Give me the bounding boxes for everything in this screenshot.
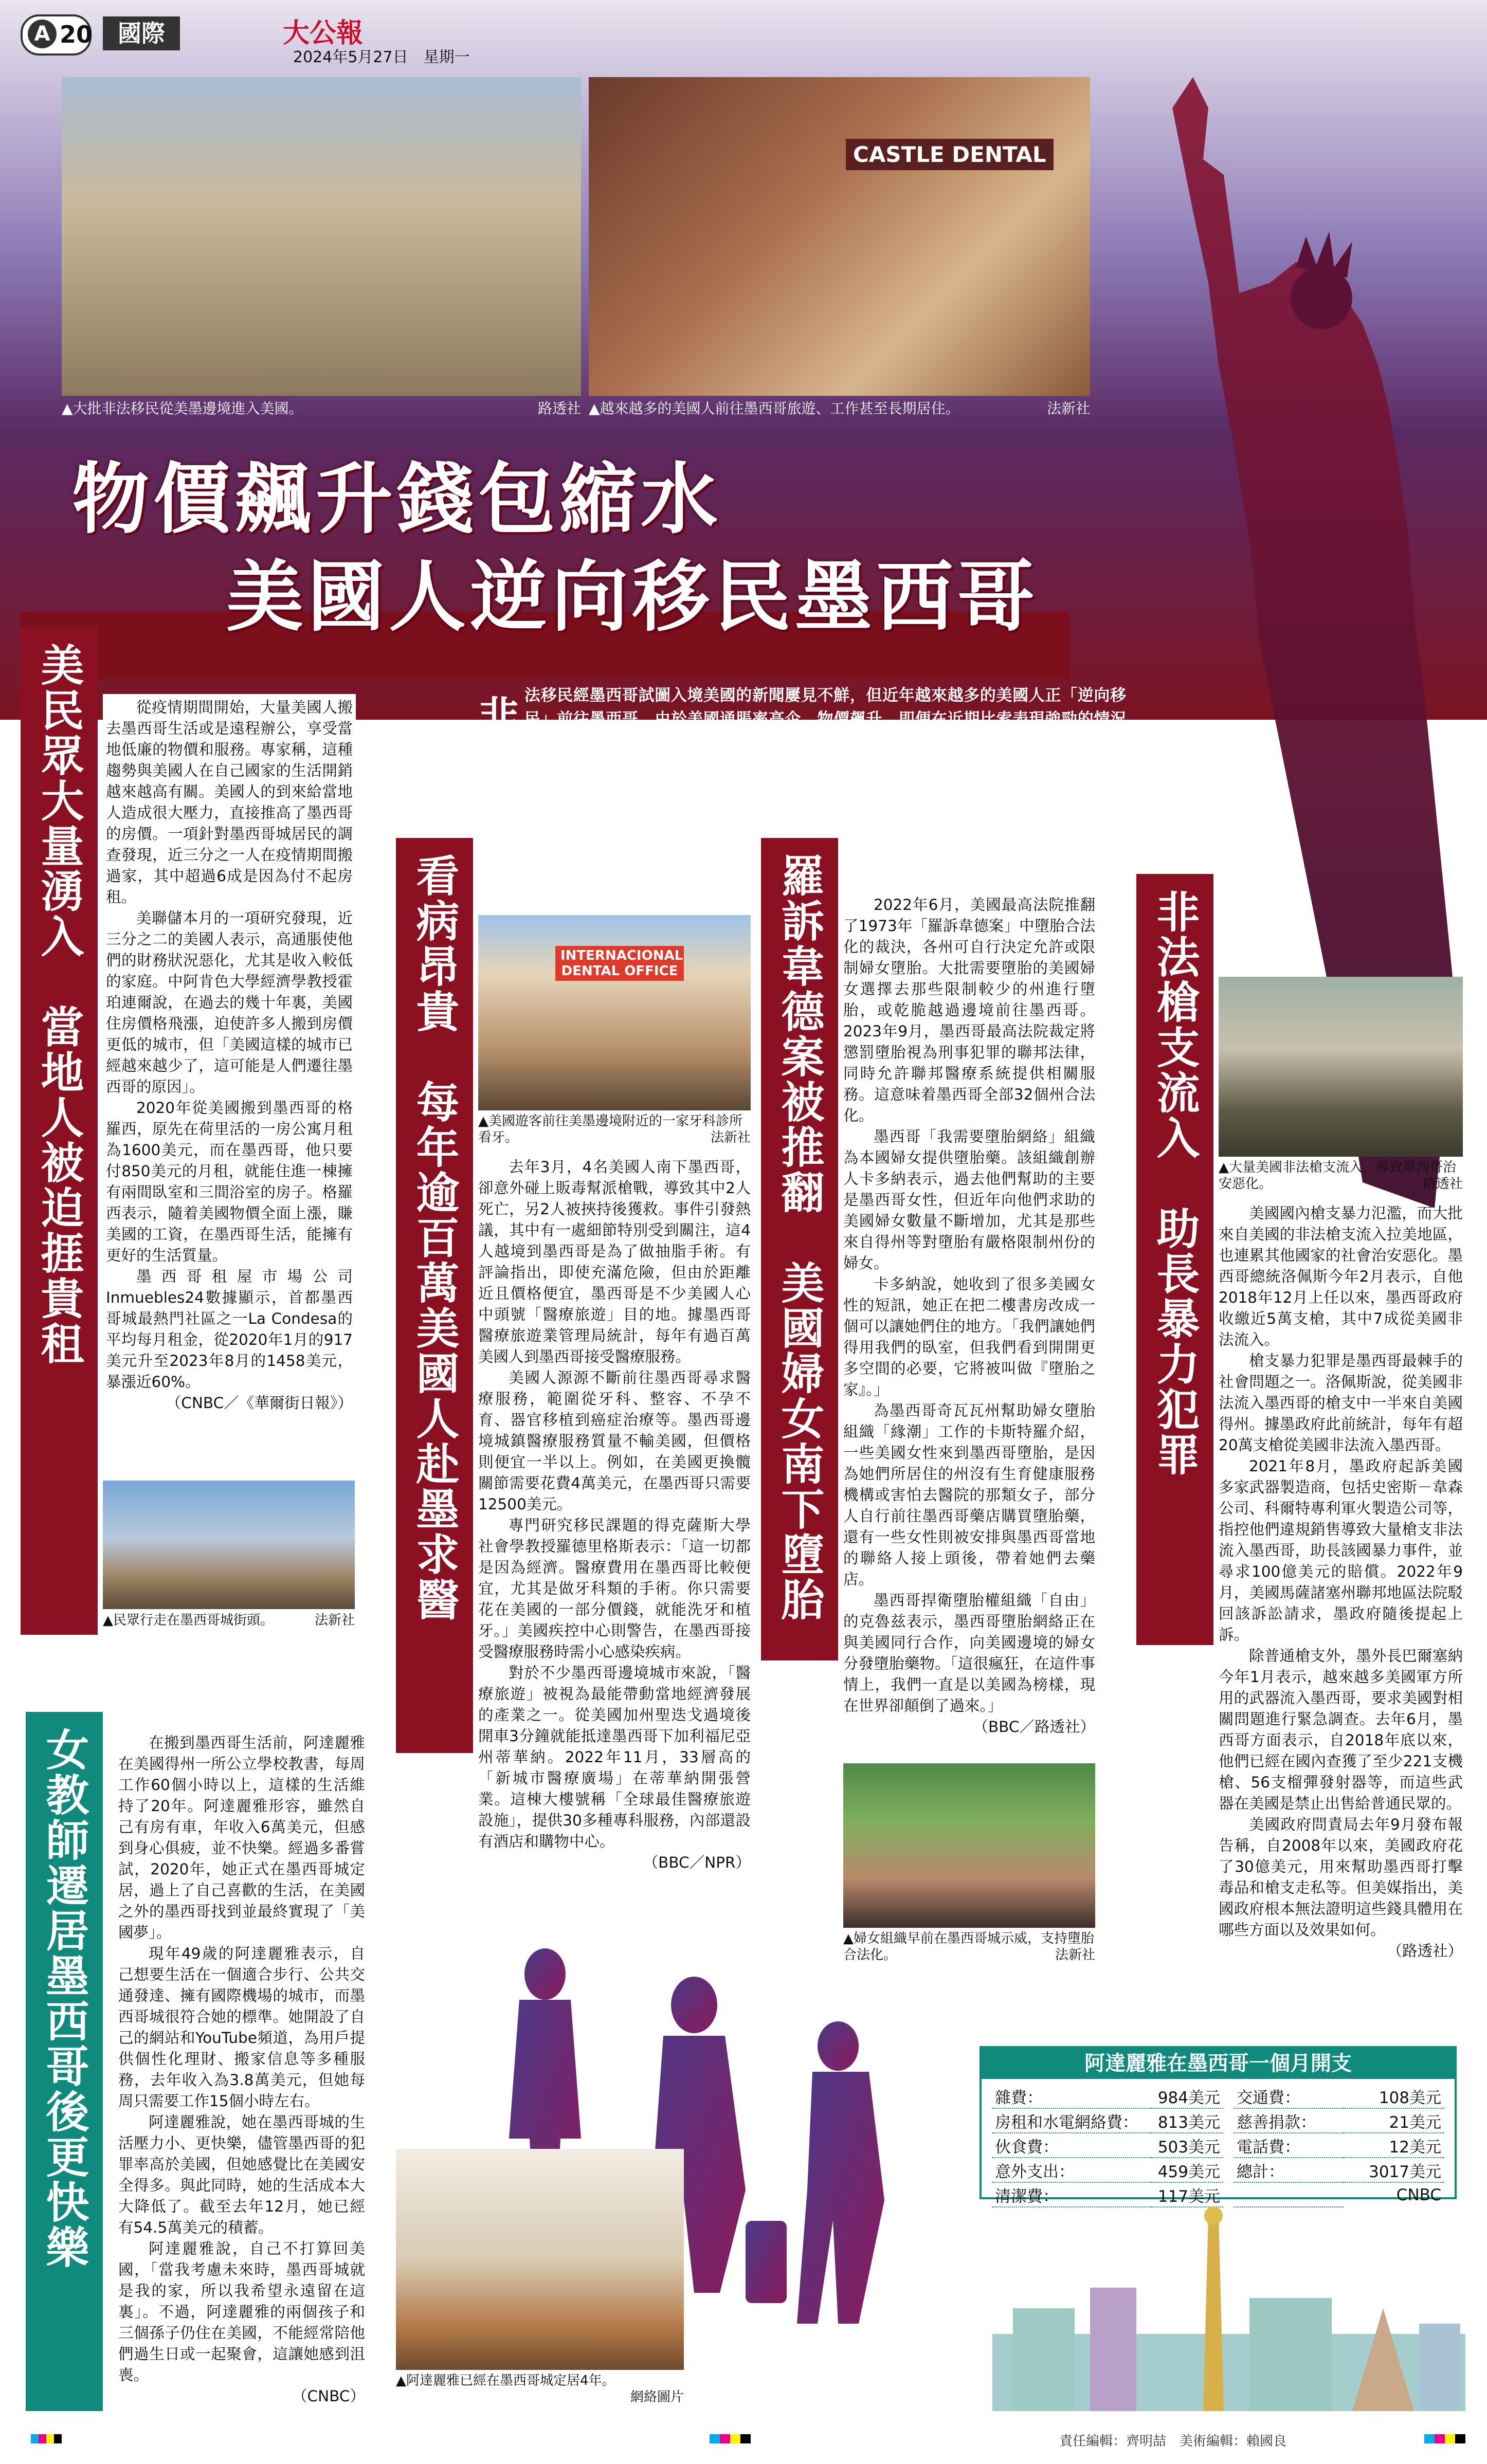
- medical-heading: 看病昂貴 每年逾百萬美國人赴墨求醫: [409, 853, 460, 1622]
- cost-value: 984美元: [1151, 2084, 1223, 2108]
- guns-heading: 非法槍支流入 助長暴力犯罪: [1150, 889, 1201, 1477]
- cost-table-right: [1234, 2084, 1444, 2207]
- caption-source: 法新社: [1055, 1947, 1095, 1963]
- rent-paragraph: 從疫情期間開始，大量美國人搬去墨西哥生活或是遠程辦公，享受當地低廉的物價和服務。專家稱，這種趨勢與美國人在自己國家的生活開銷越來越高有關。美國人的到來給當地人造成很大壓力，直接推高了墨西哥的房價。一項針對墨西哥城居民的調查發現，近三分之一人在疫情期間搬過家，其中超過6成是因為付不起房租。: [106, 699, 353, 906]
- cost-label: 總計：: [1234, 2158, 1344, 2182]
- caption-source: 法新社: [314, 1613, 355, 1628]
- lead-text: 法移民經墨西哥試圖入境美國的新聞屢見不鮮，但近年越來越多的美國人正「逆向移民」前往墨西哥。由於美國通脹率高企、物價飆升，即便在近期比索表現強勁的情況下，還是有許多美國人選擇舉家搬遷到墨西哥，以節省生活成本。據美國國務院統計，截至2022年，居住在墨西哥的美國籍人士多達約160萬。但對於墨西哥民眾來說，大批美國人的湧入，變相推高了當地的物價和房租，引發強烈不滿，不少當地人要求「停止對墨西哥的殖民」。: [524, 686, 1126, 823]
- color-register-center: [710, 2434, 751, 2443]
- table-row: [992, 2182, 1223, 2207]
- rent-paragraph: 2020年從美國搬到墨西哥的格羅西，原先在荷里活的一房公寓月租為1600美元，而在墨西哥，他只要付850美元的月租，就能住進一棟擁有兩間臥室和三間浴室的房子。格羅西表示，隨着美國物價全面上漲，賺美國的工資，在墨西哥生活，能擁有更好的生活質量。: [106, 1099, 353, 1264]
- caption-text: ▲美國遊客前往美墨邊境附近的一家牙科診所看牙。: [478, 1114, 742, 1145]
- medical-paragraph: 對於不少墨西哥邊境城市來說，「醫療旅遊」被視為最能帶動當地經濟發展的產業之一。從美國加州聖迭戈過境後開車3分鐘就能抵達墨西哥下加利福尼亞州蒂華納。2022年11月，33層高的「新城市醫療廣場」在蒂華納開張營業。這棟大樓號稱「全球最佳醫療旅遊設施」，提供30多種專科服務，內部還設有酒店和購物中心。: [478, 1664, 751, 1850]
- cost-label: 意外支出：: [992, 2158, 1151, 2182]
- caption-source: 路透社: [1422, 1176, 1463, 1192]
- caption-migrants-border: [62, 400, 581, 417]
- cost-value: 108美元: [1344, 2084, 1444, 2108]
- guns-paragraph: 槍支暴力犯罪是墨西哥最棘手的社會問題之一。洛佩斯說，從美國非法流入墨西哥的槍支中一半來自美國得州。據墨政府此前統計，每年有超20萬支槍從美國非法流入墨西哥。: [1219, 1352, 1463, 1454]
- caption-guns: [1219, 1159, 1463, 1192]
- teacher-paragraph: 現年49歲的阿達麗雅表示，自己想要生活在一個適合步行、公共交通發達、擁有國際機場的城市，而墨西哥城很符合她的標準。她開設了自己的網站和YouTube頻道，為用戶提供個性化理財、搬家信息等多種服務，去年收入為3.8萬美元，但她每周只需要工作15個小時左右。: [118, 1945, 365, 2110]
- abortion-paragraph: 為墨西哥奇瓦瓦州幫助婦女墮胎組織「緣潮」工作的卡斯特羅介紹，一些美國女性來到墨西哥墮胎，是因為她們所居住的州沒有生育健康服務機構或害怕去醫院的那類女子，部分人自行前往墨西哥藥店購買墮胎藥，還有一些女性則被安排與墨西哥當地的聯絡人接上頭後，帶着她們去藥店。: [843, 1402, 1095, 1588]
- photo-protest: [843, 1763, 1095, 1928]
- table-row: [992, 2133, 1223, 2158]
- mexico-city-skyline-illustration: [992, 2205, 1465, 2411]
- rent-article: [103, 694, 356, 1417]
- rent-paragraph: 美聯儲本月的一項研究發現，近三分之二的美國人表示，高通脹使他們的財務狀況惡化，尤其是收入較低的家庭。中阿肯色大學經濟學教授霍珀連爾說，在過去的幾十年裏，美國住房價格飛漲，迫使許多人搬到房價更低的城市，但「美國這樣的城市已經越來越少了，這可能是人們遷往墨西哥的原因」。: [106, 909, 353, 1096]
- page-number: 20: [60, 21, 93, 48]
- section-letter: A: [28, 20, 57, 48]
- table-row: [1234, 2084, 1444, 2108]
- photo-dental-office: [478, 915, 751, 1110]
- rent-paragraph: 墨西哥租屋市場公司Inmuebles24數據顯示，首都墨西哥城最熱門社區之一La Condesa的平均每月租金，從2020年1月的917美元升至2023年8月的1458美元，暴漲近60%。: [106, 1268, 353, 1391]
- cost-label: 清潔費：: [992, 2182, 1151, 2207]
- teacher-paragraph: 阿達麗雅說，她在墨西哥城的生活壓力小、更快樂，儘管墨西哥的犯罪率高於美國，但她感覺比在美國安全得多。與此同時，她的生活成本大大降低了。截至去年12月，她已經有54.5萬美元的積蓄。: [118, 2113, 365, 2236]
- cost-value: 12美元: [1344, 2133, 1444, 2158]
- abortion-article: [843, 895, 1095, 1738]
- guns-paragraph: 美國國內槍支暴力氾濫，而大批來自美國的非法槍支流入拉美地區，也連累其他國家的社會治安惡化。墨西哥總統洛佩斯今年2月表示，自他2018年12月上任以來，墨西哥政府收繳近5萬支槍，其中7成從美國非法流入。: [1219, 1204, 1463, 1348]
- paper-logo: 大公報: [283, 17, 364, 49]
- abortion-paragraph: 墨西哥「我需要墮胎網絡」組織為本國婦女提供墮胎藥。該組織創辦人卡多納表示，過去他們幫助的主要是墨西哥女性，但近年向他們求助的美國婦女數量不斷增加，尤其是那些來自得州等對墮胎有嚴格限制州份的婦女。: [843, 1128, 1095, 1272]
- caption-text: ▲民眾行走在墨西哥城街頭。: [103, 1613, 274, 1628]
- photo-street: [103, 1481, 355, 1609]
- cost-label: 電話費：: [1234, 2133, 1344, 2158]
- lead-drop-cap: 非: [478, 692, 519, 741]
- photo-teacher: [396, 2149, 684, 2370]
- abortion-paragraph: 卡多納說，她收到了很多美國女性的短訊，她正在把二樓書房改成一個可以讓她們住的地方。「我們讓她們得用我們的臥室，但我們看到開開更多空間的必要，它將被叫做『墮胎之家』。」: [843, 1275, 1095, 1398]
- teacher-source: （CNBC）: [292, 2387, 365, 2405]
- table-row: [1234, 2108, 1444, 2133]
- cost-table-title: 阿達麗雅在墨西哥一個月開支: [982, 2048, 1455, 2079]
- caption-text: ▲大量美國非法槍支流入，導致墨西哥治安惡化。: [1219, 1160, 1456, 1192]
- guns-source: （路透社）: [1387, 1942, 1463, 1960]
- teacher-paragraph: 在搬到墨西哥生活前，阿達麗雅在美國得州一所公立學校教書，每周工作60個小時以上，這樣的生活維持了20年。阿達麗雅形容，雖然自己有房有車，年收入6萬美元，但感到身心俱疲，並不快樂。經過多番嘗試，2020年，她正式在墨西哥城定居，過上了自己喜歡的生活，在美國之外的墨西哥找到並最終實現了「美國夢」。: [118, 1734, 365, 1941]
- cost-value: 503美元: [1151, 2133, 1223, 2158]
- cost-value: 3017美元: [1344, 2158, 1444, 2182]
- abortion-heading: 羅訴韋德案被推翻 美國婦女南下墮胎: [774, 853, 825, 1622]
- caption-teacher: [396, 2372, 684, 2405]
- photo-migrants-border: [62, 77, 581, 396]
- color-register-right: [1424, 2434, 1465, 2443]
- abortion-paragraph: 墨西哥捍衛墮胎權組織「自由」的克魯兹表示，墨西哥墮胎網絡正在與美國同行合作，向美國邊境的婦女分發墮胎藥物。「這很瘋狂，在這件事情上，我們一直是以美國為榜樣，現在世界卻顛倒了過來。」: [843, 1592, 1095, 1714]
- caption-mexico-travel: [589, 400, 1090, 417]
- rent-heading: 美民眾大量湧入 當地人被迫捱貴租: [34, 643, 85, 1366]
- issue-date: 2024年5月27日 星期一: [293, 48, 470, 66]
- cost-table-source: CNBC: [1396, 2185, 1441, 2204]
- abortion-source: （BBC／路透社）: [973, 1718, 1095, 1736]
- cost-label: 雜費：: [992, 2084, 1151, 2108]
- cost-label: 慈善捐款：: [1234, 2108, 1344, 2133]
- footer-editors: 責任編輯：齊明喆 美術編輯：賴國良: [1059, 2434, 1287, 2449]
- rent-source: （CNBC／《華爾街日報》）: [166, 1394, 353, 1412]
- medical-paragraph: 美國人源源不斷前往墨西哥尋求醫療服務，範圍從牙科、整容、不孕不育、器官移植到癌症治療等。墨西哥邊境城鎮醫療服務質量不輸美國，但價格則便宜一半以上。例如，在美國更換髖關節需要花費4萬美元，在墨西哥只需要12500美元。: [478, 1369, 751, 1513]
- cost-value: 117美元: [1151, 2182, 1223, 2207]
- table-row: [1234, 2182, 1444, 2207]
- page-header: [21, 9, 1466, 66]
- caption-text: ▲婦女組織早前在墨西哥城示威，支持墮胎合法化。: [843, 1931, 1094, 1963]
- cost-value: 21美元: [1344, 2108, 1444, 2133]
- cost-value: 813美元: [1151, 2108, 1223, 2133]
- caption-source: 網絡圖片: [630, 2389, 684, 2405]
- page-badge: [21, 14, 92, 56]
- castle-dental-sign: CASTLE DENTAL: [846, 139, 1054, 170]
- cost-value: 459美元: [1151, 2158, 1223, 2182]
- table-row: [1234, 2133, 1444, 2158]
- caption-dental-office: [478, 1113, 751, 1146]
- guns-paragraph: 2021年8月，墨政府起訴美國多家武器製造商，包括史密斯－韋森公司、科爾特專利軍火製造公司等，指控他們違規銷售導致大量槍支非法流入墨西哥，助長該國暴力事件，並尋求100億美元的賠償。2022年9月，美國馬薩諸塞州聯邦地區法院駁回該訴訟請求，墨政府隨後提起上訴。: [1219, 1457, 1463, 1644]
- color-register-left: [31, 2434, 62, 2443]
- teacher-article: [118, 1732, 365, 2407]
- medical-article: [478, 1157, 751, 1873]
- dental-office-sign: INTERNACIONAL DENTAL OFFICE: [555, 946, 684, 981]
- medical-source: （BBC／NPR）: [643, 1854, 751, 1871]
- caption-text: ▲阿達麗雅已經在墨西哥城定居4年。: [396, 2373, 615, 2388]
- headline-line2: 美國人逆向移民墨西哥: [226, 553, 1039, 642]
- table-row: [1234, 2158, 1444, 2182]
- cost-label: 房租和水電網絡費：: [992, 2108, 1151, 2133]
- guns-paragraph: 除普通槍支外，墨外長巴爾塞納今年1月表示，越來越多美國軍方所用的武器流入墨西哥，要求美國對相關問題進行緊急調查。去年6月，墨西哥方面表示，自2018年底以來，他們已經在國內查獲了至少221支機槍、56支榴彈發射器等，而這些武器在美國是禁止出售給普通民眾的。: [1219, 1647, 1463, 1812]
- medical-paragraph: 去年3月，4名美國人南下墨西哥，卻意外碰上販毒幫派槍戰，導致其中2人死亡，另2人被挾持後獲救。事件引發熱議，其中有一處細節特別受到關注，這4人越境到墨西哥是為了做抽脂手術。有評論指出，即使充滿危險，但由於距離近且價格便宜，墨西哥是不少美國人心中頭號「醫療旅遊」目的地。據墨西哥醫療旅遊業管理局統計，每年有過百萬美國人到墨西哥接受醫療服務。: [478, 1158, 751, 1365]
- photo-guns: [1219, 977, 1463, 1157]
- guns-article: [1219, 1203, 1463, 1962]
- teacher-paragraph: 阿達麗雅說，自己不打算回美國，「當我考慮未來時，墨西哥城就是我的家，所以我希望永遠留在這裏」。不過，阿達麗雅的兩個孩子和三個孫子仍住在美國，不能經常陪他們過生日或一起聚會，這讓她感到沮喪。: [118, 2240, 365, 2384]
- table-row: [992, 2108, 1223, 2133]
- section-name: 國際: [103, 16, 180, 50]
- caption-text: ▲大批非法移民從美墨邊境進入美國。: [62, 400, 303, 417]
- photo-mexico-travel: [589, 77, 1090, 396]
- caption-street: [103, 1612, 355, 1629]
- medical-paragraph: 專門研究移民課題的得克薩斯大學社會學教授羅德里格斯表示：「這一切都是因為經濟。醫療費用在墨西哥比較便宜，尤其是做牙科類的手術。你只需要花在美國的一部分價錢，就能洗牙和植牙。」美國疾控中心則警告，在墨西哥接受醫療服務時需小心感染疾病。: [478, 1517, 751, 1660]
- headline-line1: 物價飆升錢包縮水: [72, 455, 722, 544]
- caption-source: 法新社: [1046, 400, 1090, 417]
- abortion-paragraph: 2022年6月，美國最高法院推翻了1973年「羅訴韋德案」中墮胎合法化的裁決，各州可自行決定允許或限制婦女墮胎。大批需要墮胎的美國婦女選擇去那些限制較少的州進行墮胎，或乾脆越過邊境前往墨西哥。2023年9月，墨西哥最高法院裁定將懲罰墮胎視為刑事犯罪的聯邦法律，同時允許聯邦醫療系統提供相關服務。這意味着墨西哥全部32個州合法化。: [843, 896, 1095, 1124]
- guns-paragraph: 美國政府問責局去年9月發布報告稱，自2008年以來，美國政府花了30億美元，用來幫助墨西哥打擊毒品和槍支走私等。但美媒指出，美國政府根本無法證明這些錢具體用在哪些方面以及效果如何。: [1219, 1816, 1463, 1939]
- cost-label: 交通費：: [1234, 2084, 1344, 2108]
- table-row: [992, 2084, 1223, 2108]
- caption-source: 路透社: [537, 400, 581, 417]
- cost-table-left: [992, 2084, 1223, 2207]
- cost-table-box: [980, 2046, 1457, 2206]
- teacher-heading: 女教師遷居墨西哥後更快樂: [39, 1727, 90, 2270]
- caption-text: ▲越來越多的美國人前往墨西哥旅遊、工作甚至長期居住。: [589, 400, 960, 417]
- caption-source: 法新社: [710, 1130, 751, 1145]
- cost-label: 伙食費：: [992, 2133, 1151, 2158]
- table-row: [992, 2158, 1223, 2182]
